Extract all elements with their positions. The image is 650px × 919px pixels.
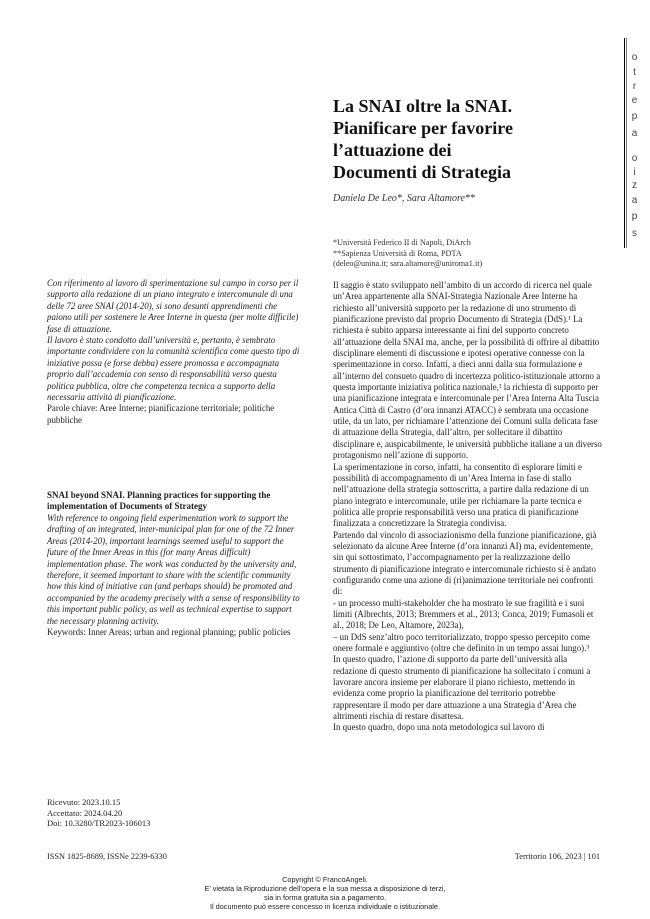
doi: Doi: 10.3280/TR2023-106013 bbox=[47, 818, 151, 829]
sidebar-letter: s bbox=[632, 228, 638, 239]
title-line: l’attuazione dei bbox=[333, 140, 452, 160]
sidebar-letter: p bbox=[631, 111, 639, 122]
affiliations bbox=[333, 238, 603, 270]
body-paragraph: Partendo dal vincolo di associazionismo della funzione pianificazione, già selezionato da alcune Aree Interne (d’ora innanzi AI) ma, evidentemente, sin qui sottostimato, l’accompagnamento per la realizzazione dello strumento di pianificazione integrato e intercomunale richiesto si è andato configurando come una azione di (ri)animazione territoriale nei confronti di: bbox=[333, 529, 597, 597]
body-paragraph: La sperimentazione in corso, infatti, ha consentito di esplorare limiti e possibilità di accompagnamento di un’Area Interna in fase di stallo nell’attuazione della strategia sottoscritta, a partire dalla redazione di un piano integrato e intercomunale, utile per richiamare la parte tecnica e politica alle proprie responsabilità verso una pratica di pianificazione finalizzata a concretizzare la Strategia condivisa. bbox=[333, 461, 589, 529]
authors: Daniela De Leo*, Sara Altamore** bbox=[333, 193, 475, 204]
copyright-line: Copyright © FrancoAngeli. bbox=[282, 875, 368, 884]
english-title: SNAI beyond SNAI. Planning practices for supporting the implementation of Documents of Strategy bbox=[47, 490, 271, 512]
sidebar-letter: i bbox=[633, 167, 637, 178]
article-body bbox=[333, 280, 603, 734]
submission-dates bbox=[47, 797, 303, 829]
sidebar-letter: a bbox=[631, 128, 639, 139]
body-paragraph: Il saggio è stato sviluppato nell’ambito di un accordo di ricerca nel quale un’Area appartenente alla SNAI-Strategia Nazionale Aree Interne ha richiesto all’università supporto per la redazione di uno strumento di pianificazione previsto dal proprio Documento di Strategia (DdS).¹ La richiesta è subito apparsa interessante ai fini del supporto concreto all’attuazione della SNAI ma, anche, per la possibilità di offrire al dibattito disciplinare elementi di discussione e ipotesi operative connesse con la sperimentazione in corso. Infatti, a dieci anni dalla sua formulazione e all’interno del consueto quadro di incertezza politico-istituzionale attorno a questa importante iniziativa politica nazionale,² la richiesta di supporto per una pianificazione integrata e intercomunale per l’Area Interna Alta Tuscia Antica Città di Castro (d’ora innanzi ATACC) è sembrata una occasione utile, da un lato, per richiamare l’attenzione dei Comuni sulla delicata fase di attuazione della Strategia, dall’altro, per sollecitare il dibattito disciplinare e, auspicabilmente, le università pubbliche italiane a un diverso protagonismo nell’azione di supporto. bbox=[333, 280, 602, 461]
sidebar-letter: z bbox=[632, 180, 638, 191]
accepted-date: Accettato: 2024.04.20 bbox=[47, 807, 123, 818]
abstract-paragraph: Con riferimento al lavoro di sperimentazione sul campo in corso per il supporto alla redazione di un piano integrato e intercomunale di una delle 72 aree SNAI (2014-20), si sono desunti apprendimenti che paiono utili per sostenere le Aree Interne in questa (per molte difficile) fase di attuazione. bbox=[47, 278, 299, 334]
title-line: Documenti di Strategia bbox=[333, 162, 511, 182]
sidebar-letter: r bbox=[632, 81, 638, 92]
copyright-line: E’ vietata la Riproduzione dell’opera e la sua messa a disposizione di terzi, bbox=[204, 884, 446, 894]
sidebar-letter: e bbox=[631, 95, 639, 106]
affiliation-line: **Sapienza Università di Roma, PDTA bbox=[333, 248, 462, 258]
page-number: Territorio 106, 2023 | 101 bbox=[514, 852, 600, 861]
copyright-line: sia in forma gratuita sia a pagamento. bbox=[263, 893, 387, 903]
abstract-paragraph: Il lavoro è stato condotto dall’università e, pertanto, è sembrato importante condividere con la comunità scientifica come questo tipo di iniziative possa (e forse debba) essere promossa e accompagnata proprio dall’accademia con senso di responsabilità verso questa politica pubblica, oltre che competenza tecnica a supporto della necessaria attività di pianificazione. bbox=[47, 335, 300, 403]
affiliation-line: (deleo@unina.it; sara.altamore@uniroma1.it) bbox=[333, 259, 483, 268]
sidebar-letter: p bbox=[631, 211, 639, 222]
body-paragraph: In questo quadro, dopo una nota metodologica sul lavoro di bbox=[333, 722, 545, 733]
sidebar-letter: t bbox=[633, 67, 637, 78]
sidebar-letter: a bbox=[631, 195, 639, 206]
body-paragraph: In questo quadro, l’azione di supporto da parte dell’università alla redazione di questo strumento di pianificazione ha sollecitato i comuni a lavorare ancora insieme per elaborare il piano richiesto, mettendo in evidenza come proprio la pianificazione del territorio potrebbe rappresentare il modo per dare attuazione a una Strategia d’Area che altrimenti rischia di restare disattesa. bbox=[333, 654, 591, 722]
abstract-english bbox=[47, 513, 303, 638]
affiliation-line: *Università Federico II di Napoli, DiArch bbox=[333, 238, 471, 247]
issn: ISSN 1825-8689, ISSNe 2239-6330 bbox=[47, 852, 167, 861]
keywords-italian: Parole chiave: Aree Interne; pianificazione territoriale; politiche pubbliche bbox=[47, 403, 275, 425]
sidebar-letter: o bbox=[631, 153, 639, 164]
sidebar-rule-left bbox=[624, 38, 625, 248]
list-item: – un DdS senz’altro poco territorializzato, troppo spesso percepito come onere formale e aggiuntivo (oltre che definito in un tempo assai lungo).³ bbox=[333, 631, 590, 653]
abstract-italian bbox=[47, 278, 303, 426]
abstract-paragraph: With reference to ongoing field experimentation work to support the drafting of an integrated, inter-municipal plan for one of the 72 Inner Areas (2014-20), important learnings seemed useful to support the future of the Inner Areas in this (for many Areas difficult) implementation phase. The work was conducted by the university and, therefore, it seemed important to share with the scientific community how this kind of initiative can (and perhaps should) be promoted and accompanied by the academy precisely with a sense of responsibility to this important public policy, as well as technical expertise to support the necessary planning activity. bbox=[47, 513, 300, 626]
keywords-english: Keywords: Inner Areas; urban and regional planning; public policies bbox=[47, 627, 291, 638]
copyright-notice bbox=[0, 875, 650, 911]
list-item: - un processo multi-stakeholder che ha mostrato le sue fragilità e i suoi limiti (Albrechts, 2013; Bremmers et al., 2013; Conca, 2019; Fumasoli et al., 2018; De Leo, Altamore, 2023a), bbox=[333, 597, 594, 631]
article-title bbox=[333, 95, 618, 183]
received-date: Ricevuto: 2023.10.15 bbox=[47, 797, 121, 807]
sidebar-letter: o bbox=[631, 52, 639, 63]
copyright-line: Il documento può essere concesso in licenza individuale o istituzionale. bbox=[210, 902, 440, 912]
title-line: Pianificare per favorire bbox=[333, 118, 513, 138]
title-line: La SNAI oltre la SNAI. bbox=[333, 96, 513, 116]
